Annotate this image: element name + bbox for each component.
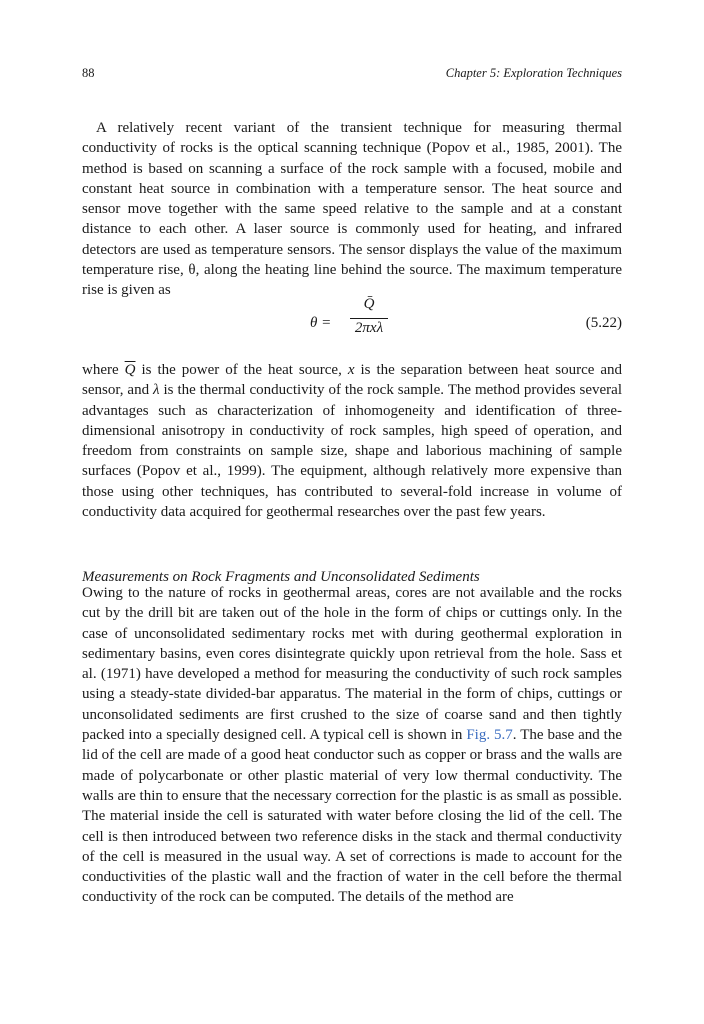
where-word: where xyxy=(82,362,119,378)
para3-text-after: . The base and the lid of the cell are made of a good heat conductor such as copper or brass and the walls are made of polycarbonate or other plastic material of very low thermal conductivity. The walls are thin to ensure that the necessary correction for the plastic is as small as possible. The material inside the cell is saturated with water before closing the lid of the cell. The cell is then introduced between two reference disks in the stack and thermal conductivity of the cell is measured in the usual way. A set of corrections is made to account for the conductivities of the plastic wall and the fraction of water in the cell before the thermal conductivity of the rock can be computed. The details of the method are xyxy=(82,727,623,906)
page-number: 88 xyxy=(82,66,95,80)
equation-lhs: θ = xyxy=(310,315,332,331)
equation-5-22 xyxy=(82,296,622,346)
equation-number: (5.22) xyxy=(585,315,622,331)
page-header xyxy=(82,66,622,84)
figure-link[interactable]: Fig. 5.7 xyxy=(466,727,513,744)
para2-text-2: is the separation between heat source and sensor, and xyxy=(82,362,623,399)
equation-denominator: 2πxλ xyxy=(354,320,384,336)
para2-text-1: is the power of the heat source, xyxy=(141,362,342,378)
para3-text-before: Owing to the nature of rocks in geothermal areas, cores are not available and the rocks cut by the drill bit are taken out of the hole in the form of chips or cuttings only. In the case of unconsolidated sedimentary rocks met with during geothermal exploration in sedimentary basins, even cores disintegrate quickly upon retrieval from the hole. Sass et al. (1971) have developed a method for measuring the conductivity of such rock samples using a steady-state divided-bar apparatus. The material in the form of chips, cuttings or unconsolidated sediments are first crushed to the size of coarse sand and then tightly packed into a specially designed cell. A typical cell is shown in xyxy=(82,585,622,744)
lambda-symbol: λ xyxy=(153,382,160,399)
equation-numerator: Q̄ xyxy=(363,296,375,312)
equation-body xyxy=(310,296,470,346)
para2-text-3: is the thermal conductivity of the rock sample. The method provides several advantages such as characterization of inhomogeneity and identification of three-dimensional anisotropy in conductivity of rock samples, high speed of operation, and freedom from constraints on sample size, shape and laborious machining of sample surfaces (Popov et al., 1999). The equipment, although relatively more expensive than those using other techniques, has contributed to several-fold increase in volume of conductivity data acquired for geothermal researches over the past few years. xyxy=(82,382,622,521)
fraction-bar xyxy=(350,318,388,319)
paragraph-method-advantages xyxy=(82,360,622,522)
running-title: Chapter 5: Exploration Techniques xyxy=(445,66,622,80)
x-symbol: x xyxy=(347,362,355,378)
q-bar-symbol: $\overline{Q}$ xyxy=(124,362,136,378)
paragraph-rock-fragments xyxy=(82,583,622,908)
section-heading: Measurements on Rock Fragments and Unconsolidated Sediments xyxy=(82,569,480,585)
paragraph-optical-scanning: A relatively recent variant of the transient technique for measuring thermal conductivity of rocks is the optical scanning technique (Popov et al., 1985, 2001). The method is based on scanning a surface of the rock sample with a focused, mobile and constant heat source in combination with a temperature sensor. The heat source and sensor move together with the same speed relative to the sample and at a constant distance to each other. A laser source is commonly used for heating, and infrared detectors are used as temperature sensors. The sensor displays the value of the maximum temperature rise, θ, along the heating line behind the source. The maximum temperature rise is given as xyxy=(82,120,622,299)
